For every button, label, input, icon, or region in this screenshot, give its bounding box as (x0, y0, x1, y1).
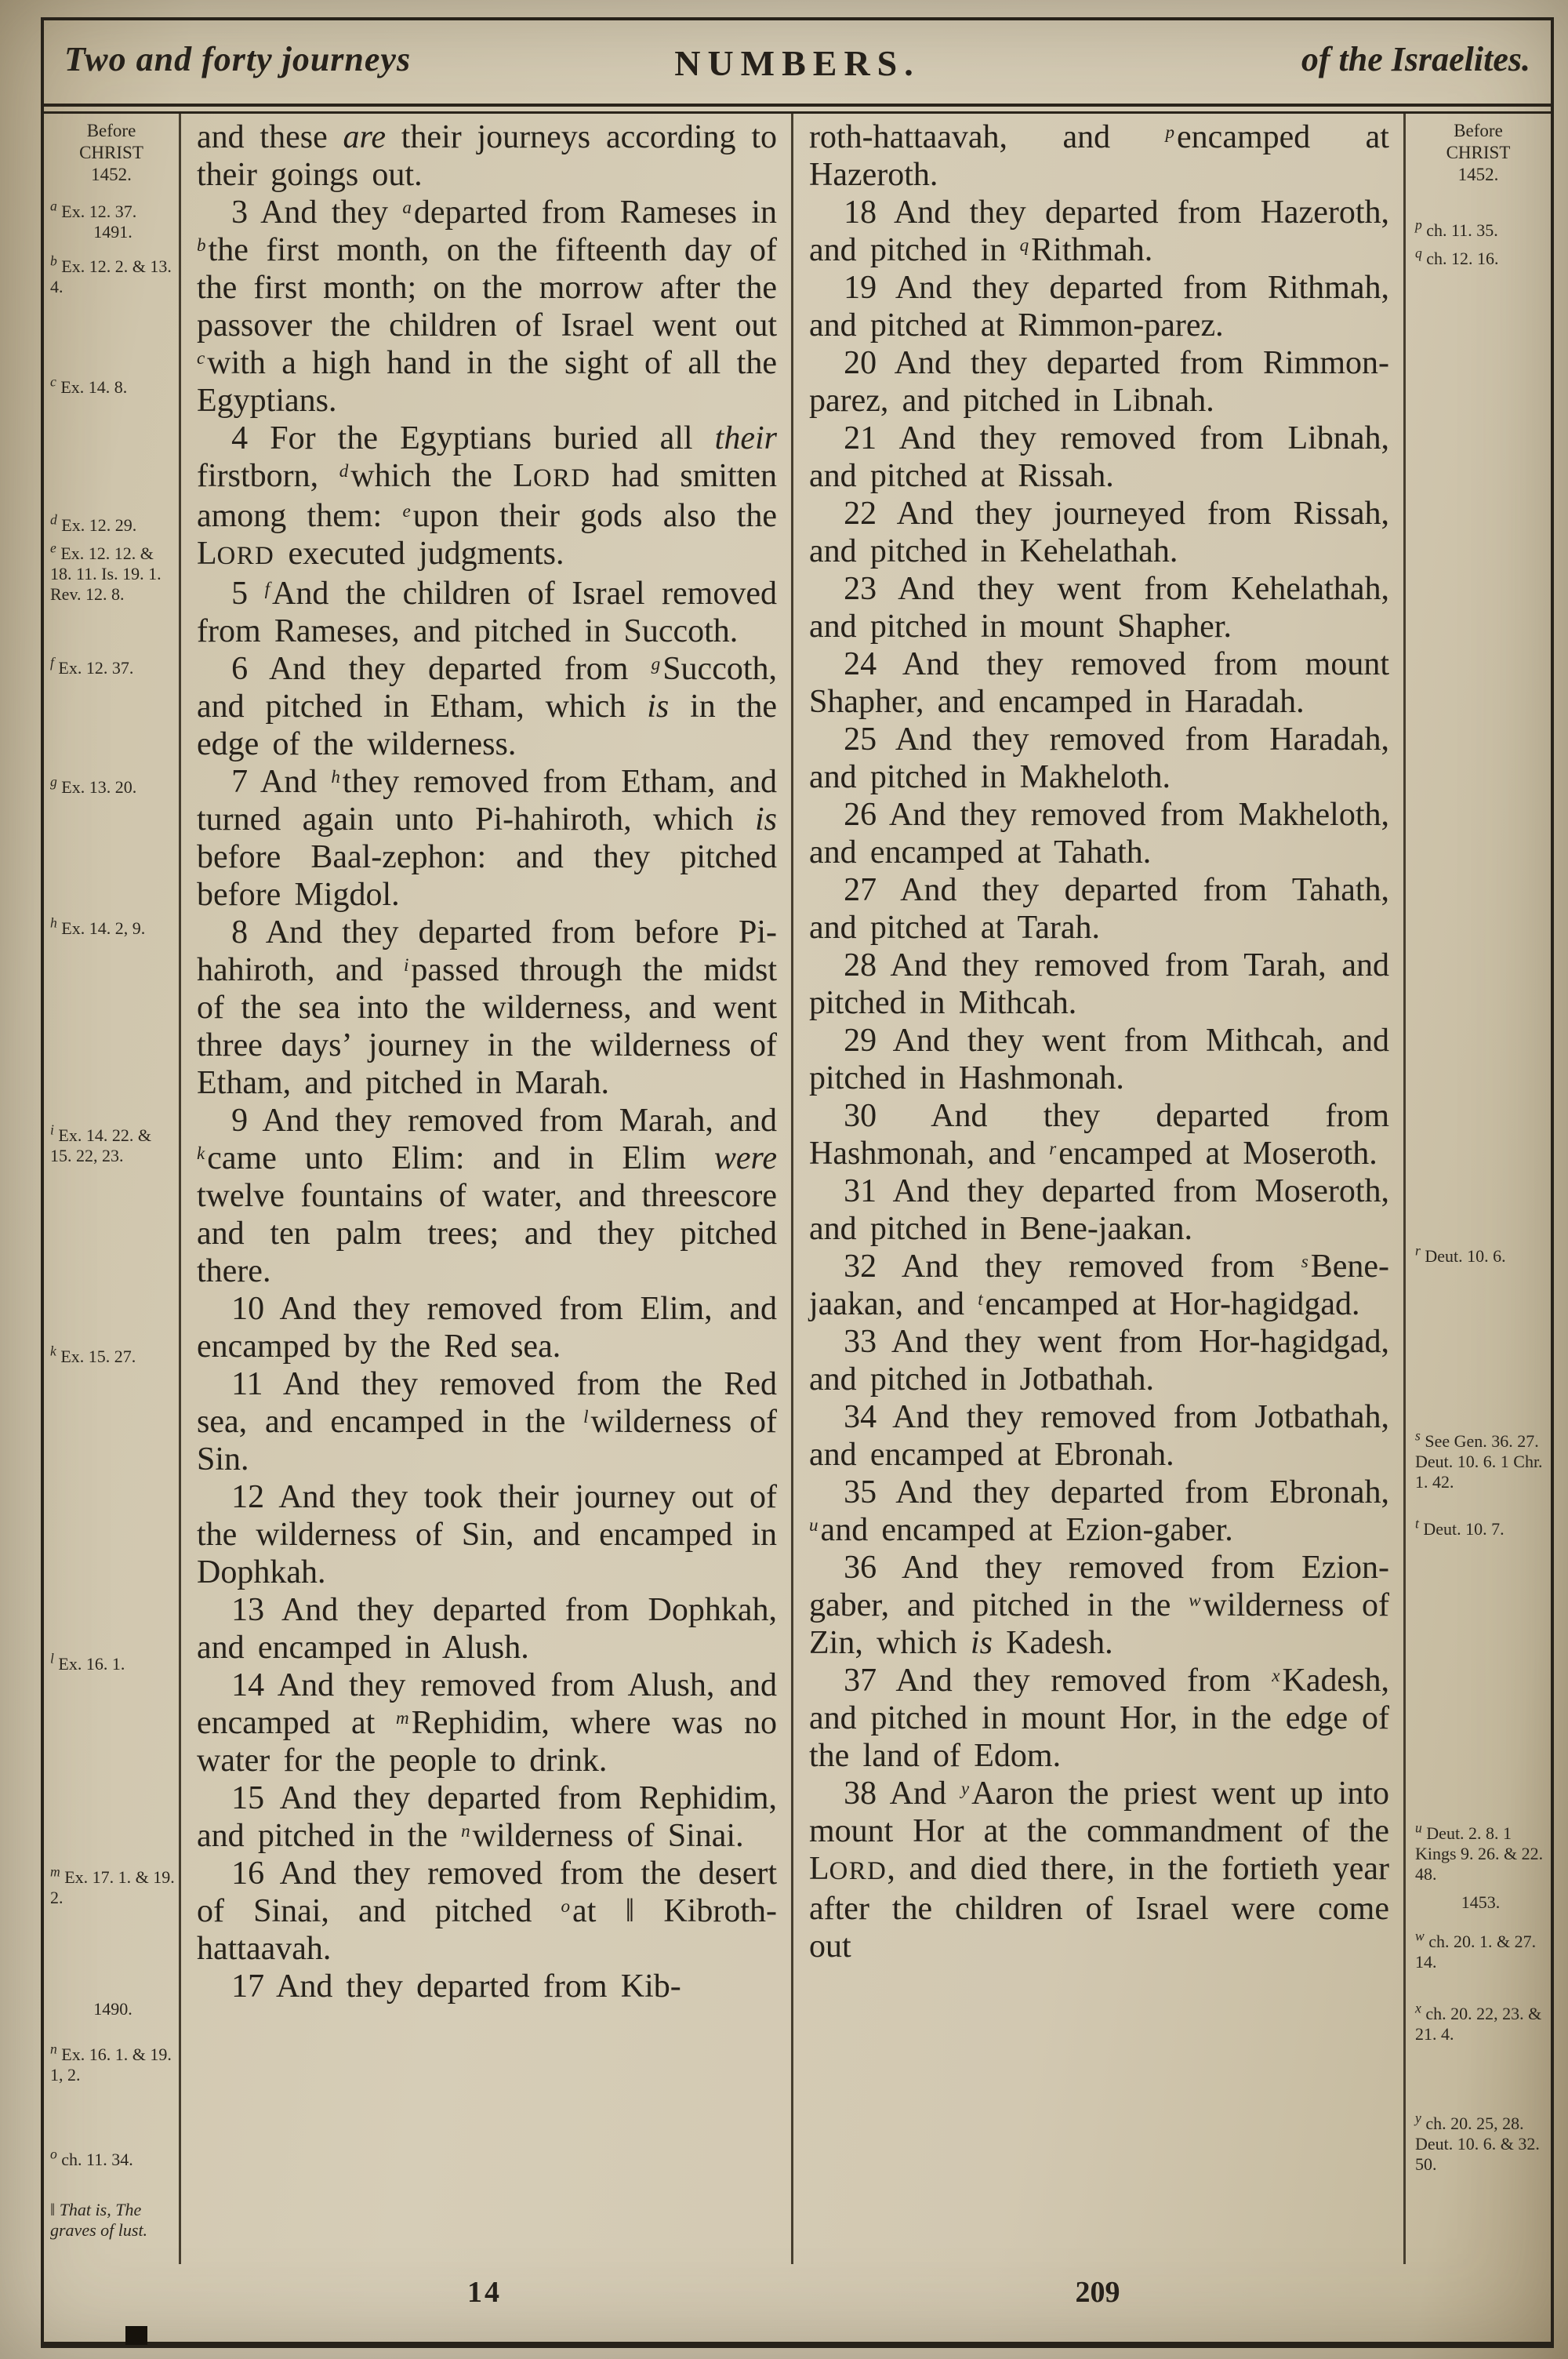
verse-paragraph: 8 And they departed from before Pi-hahiroth, and $^i$passed through the midst of the sea into the wilderness, and went three days’ journey in the wilderness of Etham, and pitched in Marah. (197, 914, 777, 1101)
page-number: 209 (1075, 2276, 1120, 2309)
verse-paragraph: 21 And they removed from Libnah, and pitched at Rissah. (809, 420, 1389, 494)
text-column-left (179, 114, 791, 2264)
verse-paragraph: 31 And they departed from Moseroth, and pitched in Bene-jaakan. (809, 1173, 1389, 1247)
margin-note: $^n$ Ex. 16. 1. & 19. 1, 2. (50, 2041, 172, 2085)
right-margin-references (1403, 114, 1551, 2264)
verse-paragraph: 30 And they departed from Hashmonah, and $^r$encamped at Moseroth. (809, 1098, 1389, 1172)
page-content (44, 114, 1551, 2264)
verse-paragraph: 18 And they departed from Hazeroth, and pitched in $^q$Rithmah. (809, 194, 1389, 268)
verse-paragraph: 24 And they removed from mount Shapher, and encamped in Haradah. (809, 646, 1389, 720)
verse-paragraph: 16 And they removed from the desert of Sinai, and pitched $^o$at ‖ Kibroth-hattaavah. (197, 1856, 777, 1967)
margin-note: $^k$ Ex. 15. 27. (50, 1343, 136, 1366)
book-title: NUMBERS. (674, 43, 920, 83)
margin-note: $^t$ Deut. 10. 7. (1415, 1515, 1504, 1539)
margin-note: $^x$ ch. 20. 22, 23. & 21. 4. (1415, 2000, 1542, 2044)
running-head (44, 20, 1551, 104)
verse-paragraph: 10 And they removed from Elim, and encamped by the Red sea. (197, 1291, 777, 1365)
margin-note: $^o$ ch. 11. 34. (50, 2146, 133, 2169)
running-head-left: Two and forty journeys (64, 40, 412, 78)
verse-paragraph: 32 And they removed from $^s$Bene-jaakan, and $^t$encamped at Hor-hagidgad. (809, 1249, 1389, 1322)
margin-note: $^d$ Ex. 12. 29. (50, 511, 137, 535)
verse-paragraph: 13 And they departed from Dophkah, and encamped in Alush. (197, 1592, 777, 1666)
verse-paragraph: roth-hattaavah, and $^p$encamped at Hazeroth. (809, 119, 1389, 193)
verse-paragraph: 38 And $^y$Aaron the priest went up into mount Hor at the commandment of the LORD, and died there, in the fortieth year after the children of Israel were come out (809, 1776, 1389, 1965)
margin-note: ‖ That is, The graves of lust. (50, 2200, 148, 2240)
before-christ-heading-right: Before CHRIST 1452. (1446, 121, 1511, 184)
margin-note: $^b$ Ex. 12. 2. & 13. 4. (50, 253, 172, 296)
page-footer (44, 2264, 1551, 2332)
margin-note: 1453. (1461, 1892, 1501, 1912)
margin-note: $^l$ Ex. 16. 1. (50, 1650, 125, 1674)
text-column-right (791, 114, 1403, 2264)
margin-note: $^u$ Deut. 2. 8. 1 Kings 9. 26. & 22. 48. (1415, 1819, 1544, 1884)
margin-note: $^m$ Ex. 17. 1. & 19. 2. (50, 1863, 175, 1907)
verse-paragraph: 17 And they departed from Kib- (231, 1968, 681, 2005)
verse-paragraph: 7 And $^h$they removed from Etham, and turned again unto Pi-hahiroth, which is before Baal-zephon: and they pitched before Migdol. (197, 764, 777, 913)
verse-paragraph: 3 And they $^a$departed from Rameses in $^b$the first month, on the fifteenth day of the first month; on the morrow after the passover the children of Israel went out $^c$with a high hand in the sight of all the Egyptians. (197, 194, 777, 419)
verse-paragraph: 33 And they went from Hor-hagidgad, and pitched in Jotbathah. (809, 1324, 1389, 1398)
margin-note: $^g$ Ex. 13. 20. (50, 773, 137, 797)
verse-paragraph: 25 And they removed from Haradah, and pitched in Makheloth. (809, 722, 1389, 795)
verse-paragraph: 37 And they removed from $^x$Kadesh, and pitched in mount Hor, in the edge of the land of Edom. (809, 1663, 1389, 1774)
margin-note: $^w$ ch. 20. 1. & 27. 14. (1415, 1928, 1537, 1972)
verse-paragraph: 22 And they journeyed from Rissah, and pitched in Kehelathah. (809, 496, 1389, 569)
verse-paragraph: 23 And they went from Kehelathah, and pitched in mount Shapher. (809, 571, 1389, 645)
verse-paragraph: 6 And they departed from $^g$Succoth, and pitched in Etham, which is in the edge of the wilderness. (197, 651, 777, 762)
margin-note: $^h$ Ex. 14. 2, 9. (50, 914, 146, 938)
margin-note: $^y$ ch. 20. 25, 28. Deut. 10. 6. & 32. 50. (1415, 2110, 1540, 2174)
printers-mark-square (125, 2326, 147, 2345)
margin-note: $^a$ Ex. 12. 37. 1491. (50, 198, 137, 242)
margin-note: $^c$ Ex. 14. 8. (50, 373, 128, 397)
left-margin-references (44, 114, 179, 2264)
verse-paragraph: 29 And they went from Mithcah, and pitched in Hashmonah. (809, 1023, 1389, 1096)
verse-paragraph: and these are their journeys according to their goings out. (197, 119, 777, 193)
verse-paragraph: 36 And they removed from Ezion-gaber, and pitched in the $^w$wilderness of Zin, which is Kadesh. (809, 1550, 1389, 1661)
verse-paragraph: 12 And they took their journey out of the wilderness of Sin, and encamped in Dophkah. (197, 1479, 777, 1590)
margin-note: $^f$ Ex. 12. 37. (50, 654, 134, 678)
running-head-right: of the Israelites. (1301, 40, 1530, 78)
verse-paragraph: 27 And they departed from Tahath, and pitched at Tarah. (809, 872, 1389, 946)
verse-paragraph: 28 And they removed from Tarah, and pitched in Mithcah. (809, 947, 1389, 1021)
verse-paragraph: 19 And they departed from Rithmah, and pitched at Rimmon-parez. (809, 270, 1389, 343)
verse-paragraph: 9 And they removed from Marah, and $^k$came unto Elim: and in Elim were twelve fountains of water, and threescore and ten palm trees; and they pitched there. (197, 1103, 777, 1289)
verse-paragraph: 15 And they departed from Rephidim, and pitched in the $^n$wilderness of Sinai. (197, 1780, 777, 1854)
verse-paragraph: 35 And they departed from Ebronah, $^u$and encamped at Ezion-gaber. (809, 1474, 1389, 1548)
verse-paragraph: 14 And they removed from Alush, and encamped at $^m$Rephidim, where was no water for the people to drink. (197, 1667, 777, 1779)
verse-paragraph: 5 $^f$And the children of Israel removed from Rameses, and pitched in Succoth. (197, 576, 777, 649)
margin-note: $^s$ See Gen. 36. 27. Deut. 10. 6. 1 Chr. 1. 42. (1415, 1427, 1543, 1492)
margin-note: $^p$ ch. 11. 35. (1415, 216, 1498, 240)
margin-note: 1490. (93, 1999, 132, 2019)
signature-mark: 14 (467, 2276, 502, 2309)
before-christ-heading-left: Before CHRIST 1452. (79, 121, 143, 184)
page-border-frame (41, 17, 1554, 2348)
margin-note: $^r$ Deut. 10. 6. (1415, 1242, 1506, 1266)
margin-note: $^q$ ch. 12. 16. (1415, 245, 1499, 268)
margin-note: $^i$ Ex. 14. 22. & 15. 22, 23. (50, 1121, 151, 1165)
margin-note: $^e$ Ex. 12. 12. & 18. 11. Is. 19. 1. Rev. 12. 8. (50, 540, 162, 604)
verse-paragraph: 26 And they removed from Makheloth, and encamped at Tahath. (809, 797, 1389, 871)
verse-paragraph: 34 And they removed from Jotbathah, and encamped at Ebronah. (809, 1399, 1389, 1473)
verse-paragraph: 4 For the Egyptians buried all their firstborn, $^d$which the LORD had smitten among them: $^e$upon their gods also the LORD executed judgments. (197, 420, 777, 572)
header-divider-rule (44, 104, 1551, 114)
verse-paragraph: 11 And they removed from the Red sea, and encamped in the $^l$wilderness of Sin. (197, 1366, 777, 1478)
verse-paragraph: 20 And they departed from Rimmon-parez, and pitched in Libnah. (809, 345, 1389, 419)
